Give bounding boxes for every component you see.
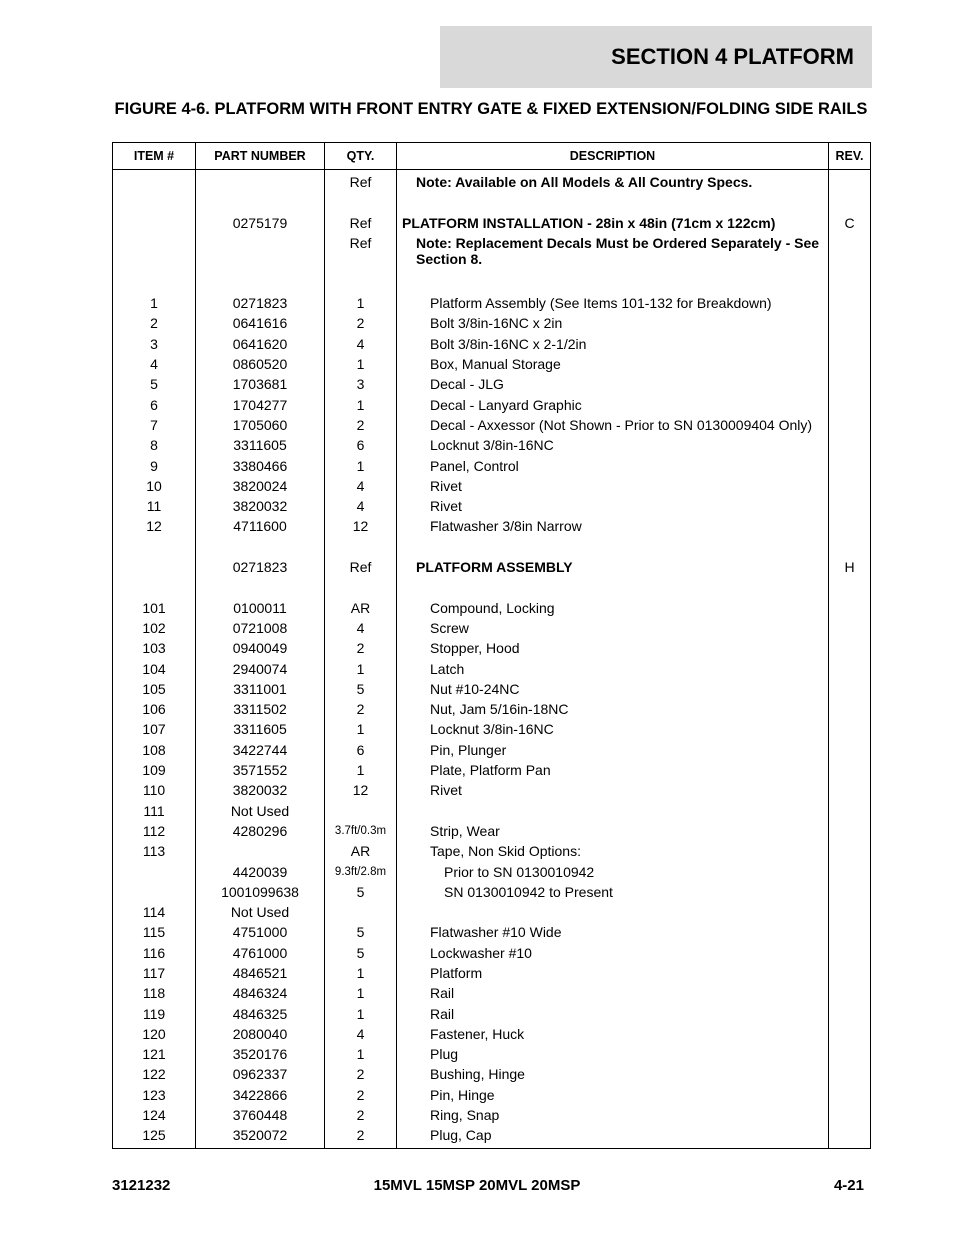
description-cell: Locknut 3/8in-16NC <box>397 721 829 741</box>
part-number-cell: 0721008 <box>196 620 325 640</box>
table-row <box>113 965 871 985</box>
table-row <box>113 170 871 195</box>
section-banner <box>440 26 872 88</box>
table-row <box>113 315 871 335</box>
quantity-cell: 1 <box>325 762 397 782</box>
table-row <box>113 437 871 457</box>
description-cell: Flatwasher 3/8in Narrow <box>397 518 829 538</box>
quantity-cell: AR <box>325 600 397 620</box>
table-row <box>113 235 871 275</box>
description-cell: Decal - Axxessor (Not Shown - Prior to SN 0130009404 Only) <box>397 417 829 437</box>
item-number-cell: 111 <box>113 803 196 823</box>
quantity-cell: 3 <box>325 376 397 396</box>
description-cell: Decal - Lanyard Graphic <box>397 397 829 417</box>
quantity-cell: 9.3ft/2.8m <box>325 864 397 884</box>
part-number-cell: 1705060 <box>196 417 325 437</box>
table-row <box>113 721 871 741</box>
quantity-cell <box>325 803 397 823</box>
part-number-cell: 4711600 <box>196 518 325 538</box>
description-cell: Locknut 3/8in-16NC <box>397 437 829 457</box>
quantity-cell: 4 <box>325 478 397 498</box>
description-cell: Rail <box>397 1006 829 1026</box>
revision-cell <box>829 924 871 944</box>
description-cell: Flatwasher #10 Wide <box>397 924 829 944</box>
table-row <box>113 864 871 884</box>
revision-cell <box>829 336 871 356</box>
quantity-cell: 3.7ft/0.3m <box>325 823 397 843</box>
revision-cell <box>829 620 871 640</box>
revision-cell <box>829 864 871 884</box>
item-number-cell: 124 <box>113 1107 196 1127</box>
table-row <box>113 904 871 924</box>
part-number-cell: 4761000 <box>196 945 325 965</box>
item-number-cell: 10 <box>113 478 196 498</box>
quantity-cell: Ref <box>325 235 397 275</box>
item-number-cell: 6 <box>113 397 196 417</box>
part-number-cell: 3311001 <box>196 681 325 701</box>
table-row <box>113 478 871 498</box>
table-row <box>113 539 871 559</box>
quantity-cell: 6 <box>325 742 397 762</box>
description-cell: Plug <box>397 1046 829 1066</box>
revision-cell <box>829 965 871 985</box>
part-number-cell: 4846324 <box>196 985 325 1005</box>
revision-cell <box>829 397 871 417</box>
table-row <box>113 661 871 681</box>
revision-cell <box>829 1006 871 1026</box>
table-row <box>113 924 871 944</box>
part-number-cell <box>196 235 325 275</box>
item-number-cell: 5 <box>113 376 196 396</box>
revision-cell <box>829 170 871 195</box>
description-cell: Nut #10-24NC <box>397 681 829 701</box>
quantity-cell: 5 <box>325 681 397 701</box>
table-row <box>113 559 871 579</box>
revision-cell <box>829 742 871 762</box>
part-number-cell: 0641620 <box>196 336 325 356</box>
description-cell <box>397 579 829 599</box>
item-number-cell: 115 <box>113 924 196 944</box>
quantity-cell: 4 <box>325 498 397 518</box>
quantity-cell: 1 <box>325 985 397 1005</box>
item-number-cell <box>113 170 196 195</box>
quantity-cell: 2 <box>325 417 397 437</box>
part-number-cell <box>196 539 325 559</box>
table-row <box>113 498 871 518</box>
part-number-cell: 3520176 <box>196 1046 325 1066</box>
revision-cell <box>829 295 871 315</box>
quantity-cell: 4 <box>325 336 397 356</box>
description-cell: Plug, Cap <box>397 1127 829 1148</box>
part-number-cell: 0271823 <box>196 295 325 315</box>
revision-cell <box>829 721 871 741</box>
revision-cell <box>829 518 871 538</box>
item-number-cell: 11 <box>113 498 196 518</box>
part-number-cell: 0962337 <box>196 1066 325 1086</box>
item-number-cell <box>113 559 196 579</box>
description-cell: Rivet <box>397 478 829 498</box>
item-number-cell: 113 <box>113 843 196 863</box>
quantity-cell: 1 <box>325 397 397 417</box>
part-number-cell: 0940049 <box>196 640 325 660</box>
figure-title: FIGURE 4-6. PLATFORM WITH FRONT ENTRY GATE & FIXED EXTENSION/FOLDING SIDE RAILS <box>114 100 868 118</box>
item-number-cell <box>113 194 196 214</box>
table-row <box>113 417 871 437</box>
item-number-cell: 110 <box>113 782 196 802</box>
description-cell: SN 0130010942 to Present <box>397 884 829 904</box>
table-row <box>113 356 871 376</box>
description-cell: Rivet <box>397 498 829 518</box>
table-row <box>113 376 871 396</box>
item-number-cell <box>113 539 196 559</box>
part-number-cell: 3380466 <box>196 458 325 478</box>
revision-cell <box>829 437 871 457</box>
part-number-cell <box>196 579 325 599</box>
revision-cell <box>829 235 871 275</box>
description-cell: Box, Manual Storage <box>397 356 829 376</box>
part-number-cell <box>196 843 325 863</box>
part-number-cell: 0860520 <box>196 356 325 376</box>
part-number-cell <box>196 170 325 195</box>
table-row <box>113 275 871 295</box>
quantity-cell: 1 <box>325 661 397 681</box>
quantity-cell: 5 <box>325 924 397 944</box>
quantity-cell: 1 <box>325 356 397 376</box>
item-number-cell: 112 <box>113 823 196 843</box>
part-number-cell: 3311605 <box>196 721 325 741</box>
description-cell: Nut, Jam 5/16in-18NC <box>397 701 829 721</box>
part-number-cell: 1001099638 <box>196 884 325 904</box>
description-cell: PLATFORM ASSEMBLY <box>397 559 829 579</box>
revision-cell <box>829 356 871 376</box>
section-title: SECTION 4 PLATFORM <box>611 44 854 69</box>
quantity-cell: 4 <box>325 1026 397 1046</box>
item-number-cell: 101 <box>113 600 196 620</box>
table-row <box>113 701 871 721</box>
column-header-description: DESCRIPTION <box>397 143 829 170</box>
table-row <box>113 1046 871 1066</box>
table-row <box>113 1006 871 1026</box>
quantity-cell: 1 <box>325 1006 397 1026</box>
quantity-cell: 4 <box>325 620 397 640</box>
quantity-cell: 12 <box>325 782 397 802</box>
description-cell: Lockwasher #10 <box>397 945 829 965</box>
quantity-cell: 1 <box>325 965 397 985</box>
table-row <box>113 945 871 965</box>
quantity-cell: AR <box>325 843 397 863</box>
revision-cell <box>829 661 871 681</box>
quantity-cell: 1 <box>325 458 397 478</box>
item-number-cell: 8 <box>113 437 196 457</box>
part-number-cell: 3520072 <box>196 1127 325 1148</box>
quantity-cell: Ref <box>325 170 397 195</box>
revision-cell <box>829 458 871 478</box>
description-cell: Fastener, Huck <box>397 1026 829 1046</box>
description-cell <box>397 539 829 559</box>
item-number-cell: 106 <box>113 701 196 721</box>
description-cell: Rail <box>397 985 829 1005</box>
description-cell: Platform Assembly (See Items 101-132 for Breakdown) <box>397 295 829 315</box>
part-number-cell: 3820024 <box>196 478 325 498</box>
item-number-cell: 119 <box>113 1006 196 1026</box>
part-number-cell: Not Used <box>196 904 325 924</box>
description-cell: Stopper, Hood <box>397 640 829 660</box>
description-cell: Ring, Snap <box>397 1107 829 1127</box>
description-cell: Decal - JLG <box>397 376 829 396</box>
parts-table <box>112 142 871 1149</box>
revision-cell <box>829 579 871 599</box>
description-cell <box>397 904 829 924</box>
part-number-cell: 3311502 <box>196 701 325 721</box>
item-number-cell: 122 <box>113 1066 196 1086</box>
part-number-cell: 1703681 <box>196 376 325 396</box>
revision-cell <box>829 884 871 904</box>
quantity-cell <box>325 275 397 295</box>
quantity-cell: 2 <box>325 315 397 335</box>
table-row <box>113 600 871 620</box>
revision-cell <box>829 1107 871 1127</box>
description-cell: Panel, Control <box>397 458 829 478</box>
quantity-cell: 2 <box>325 701 397 721</box>
item-number-cell <box>113 235 196 275</box>
footer-models: 15MVL 15MSP 20MVL 20MSP <box>373 1177 581 1194</box>
item-number-cell: 108 <box>113 742 196 762</box>
part-number-cell: 0100011 <box>196 600 325 620</box>
part-number-cell <box>196 194 325 214</box>
description-cell: Platform <box>397 965 829 985</box>
item-number-cell: 7 <box>113 417 196 437</box>
revision-cell <box>829 1046 871 1066</box>
revision-cell <box>829 762 871 782</box>
part-number-cell: 4751000 <box>196 924 325 944</box>
item-number-cell: 4 <box>113 356 196 376</box>
part-number-cell: 4420039 <box>196 864 325 884</box>
quantity-cell: 5 <box>325 884 397 904</box>
table-row <box>113 215 871 235</box>
quantity-cell: 2 <box>325 640 397 660</box>
footer-doc-number: 3121232 <box>112 1177 171 1194</box>
part-number-cell: 2940074 <box>196 661 325 681</box>
quantity-cell: 2 <box>325 1066 397 1086</box>
description-cell: Plate, Platform Pan <box>397 762 829 782</box>
description-cell <box>397 803 829 823</box>
item-number-cell: 117 <box>113 965 196 985</box>
description-cell: Note: Available on All Models & All Country Specs. <box>397 170 829 195</box>
item-number-cell: 118 <box>113 985 196 1005</box>
part-number-cell: 0641616 <box>196 315 325 335</box>
revision-cell <box>829 1087 871 1107</box>
column-header-item: ITEM # <box>113 143 196 170</box>
part-number-cell: 3760448 <box>196 1107 325 1127</box>
revision-cell <box>829 823 871 843</box>
table-row <box>113 742 871 762</box>
quantity-cell: Ref <box>325 559 397 579</box>
column-header-qty: QTY. <box>325 143 397 170</box>
part-number-cell: 4280296 <box>196 823 325 843</box>
table-row <box>113 681 871 701</box>
item-number-cell: 12 <box>113 518 196 538</box>
quantity-cell <box>325 194 397 214</box>
description-cell <box>397 275 829 295</box>
part-number-cell: 3820032 <box>196 782 325 802</box>
column-header-part-number: PART NUMBER <box>196 143 325 170</box>
item-number-cell: 116 <box>113 945 196 965</box>
revision-cell <box>829 843 871 863</box>
quantity-cell <box>325 539 397 559</box>
revision-cell <box>829 315 871 335</box>
part-number-cell: 3311605 <box>196 437 325 457</box>
parts-table-body <box>113 170 871 1149</box>
part-number-cell: 0275179 <box>196 215 325 235</box>
item-number-cell: 107 <box>113 721 196 741</box>
quantity-cell: 1 <box>325 721 397 741</box>
item-number-cell: 123 <box>113 1087 196 1107</box>
revision-cell <box>829 275 871 295</box>
item-number-cell <box>113 215 196 235</box>
revision-cell <box>829 600 871 620</box>
revision-cell <box>829 985 871 1005</box>
revision-cell <box>829 1127 871 1148</box>
item-number-cell: 1 <box>113 295 196 315</box>
description-cell: Note: Replacement Decals Must be Ordered Separately - See Section 8. <box>397 235 829 275</box>
table-row <box>113 823 871 843</box>
part-number-cell: 0271823 <box>196 559 325 579</box>
table-row <box>113 620 871 640</box>
part-number-cell: 3422866 <box>196 1087 325 1107</box>
table-header-row <box>113 143 871 170</box>
revision-cell: H <box>829 559 871 579</box>
description-cell: Tape, Non Skid Options: <box>397 843 829 863</box>
footer-page-number: 4-21 <box>833 1177 864 1194</box>
table-row <box>113 985 871 1005</box>
part-number-cell: 2080040 <box>196 1026 325 1046</box>
table-row <box>113 640 871 660</box>
revision-cell <box>829 417 871 437</box>
description-cell: Rivet <box>397 782 829 802</box>
revision-cell <box>829 498 871 518</box>
item-number-cell <box>113 864 196 884</box>
description-cell: Bolt 3/8in-16NC x 2in <box>397 315 829 335</box>
description-cell: Latch <box>397 661 829 681</box>
quantity-cell: 1 <box>325 295 397 315</box>
item-number-cell: 105 <box>113 681 196 701</box>
table-row <box>113 458 871 478</box>
item-number-cell: 125 <box>113 1127 196 1148</box>
description-cell: Bolt 3/8in-16NC x 2-1/2in <box>397 336 829 356</box>
item-number-cell: 9 <box>113 458 196 478</box>
revision-cell <box>829 681 871 701</box>
description-cell: Pin, Plunger <box>397 742 829 762</box>
item-number-cell <box>113 579 196 599</box>
revision-cell <box>829 539 871 559</box>
table-row <box>113 397 871 417</box>
description-cell: Bushing, Hinge <box>397 1066 829 1086</box>
description-cell: Compound, Locking <box>397 600 829 620</box>
revision-cell: C <box>829 215 871 235</box>
description-cell: Screw <box>397 620 829 640</box>
table-row <box>113 1066 871 1086</box>
item-number-cell: 121 <box>113 1046 196 1066</box>
part-number-cell: 4846325 <box>196 1006 325 1026</box>
revision-cell <box>829 1026 871 1046</box>
table-row <box>113 1087 871 1107</box>
table-row <box>113 843 871 863</box>
column-header-rev: REV. <box>829 143 871 170</box>
item-number-cell: 109 <box>113 762 196 782</box>
quantity-cell: 2 <box>325 1087 397 1107</box>
quantity-cell: 1 <box>325 1046 397 1066</box>
item-number-cell: 120 <box>113 1026 196 1046</box>
table-row <box>113 1107 871 1127</box>
quantity-cell: 6 <box>325 437 397 457</box>
part-number-cell: 1704277 <box>196 397 325 417</box>
item-number-cell: 3 <box>113 336 196 356</box>
revision-cell <box>829 803 871 823</box>
quantity-cell <box>325 579 397 599</box>
revision-cell <box>829 376 871 396</box>
part-number-cell: Not Used <box>196 803 325 823</box>
table-row <box>113 1127 871 1148</box>
item-number-cell: 104 <box>113 661 196 681</box>
table-row <box>113 803 871 823</box>
part-number-cell: 4846521 <box>196 965 325 985</box>
description-cell <box>397 194 829 214</box>
quantity-cell <box>325 904 397 924</box>
quantity-cell: 12 <box>325 518 397 538</box>
table-row <box>113 295 871 315</box>
revision-cell <box>829 904 871 924</box>
item-number-cell: 102 <box>113 620 196 640</box>
revision-cell <box>829 701 871 721</box>
revision-cell <box>829 640 871 660</box>
table-row <box>113 579 871 599</box>
part-number-cell <box>196 275 325 295</box>
item-number-cell <box>113 275 196 295</box>
part-number-cell: 3422744 <box>196 742 325 762</box>
description-cell: Prior to SN 0130010942 <box>397 864 829 884</box>
table-row <box>113 336 871 356</box>
item-number-cell: 114 <box>113 904 196 924</box>
part-number-cell: 3820032 <box>196 498 325 518</box>
revision-cell <box>829 945 871 965</box>
revision-cell <box>829 782 871 802</box>
description-cell: Pin, Hinge <box>397 1087 829 1107</box>
description-cell: PLATFORM INSTALLATION - 28in x 48in (71cm x 122cm) <box>397 215 829 235</box>
item-number-cell: 103 <box>113 640 196 660</box>
quantity-cell: Ref <box>325 215 397 235</box>
revision-cell <box>829 194 871 214</box>
table-row <box>113 762 871 782</box>
table-row <box>113 1026 871 1046</box>
quantity-cell: 5 <box>325 945 397 965</box>
item-number-cell <box>113 884 196 904</box>
table-row <box>113 884 871 904</box>
table-row <box>113 782 871 802</box>
revision-cell <box>829 478 871 498</box>
quantity-cell: 2 <box>325 1127 397 1148</box>
table-row <box>113 518 871 538</box>
part-number-cell: 3571552 <box>196 762 325 782</box>
table-row <box>113 194 871 214</box>
description-cell: Strip, Wear <box>397 823 829 843</box>
quantity-cell: 2 <box>325 1107 397 1127</box>
revision-cell <box>829 1066 871 1086</box>
item-number-cell: 2 <box>113 315 196 335</box>
